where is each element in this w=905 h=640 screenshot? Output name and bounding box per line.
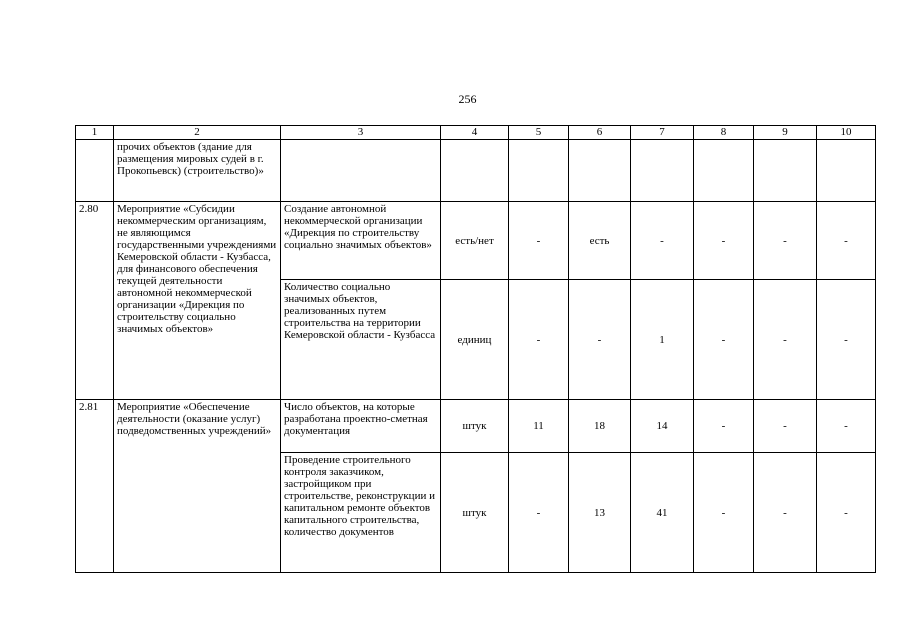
value-cell: - — [631, 202, 694, 280]
value-cell: 1 — [631, 280, 694, 400]
header-cell: 9 — [754, 126, 817, 140]
value-cell: - — [754, 453, 817, 573]
header-cell: 1 — [76, 126, 114, 140]
table-row — [76, 202, 876, 280]
value-cell: 13 — [569, 453, 631, 573]
value-cell: - — [509, 453, 569, 573]
value-cell — [569, 140, 631, 202]
value-cell: - — [754, 202, 817, 280]
header-row — [76, 126, 876, 140]
value-cell: - — [569, 280, 631, 400]
table-row — [76, 140, 876, 202]
value-cell: 14 — [631, 400, 694, 453]
unit-cell: единиц — [441, 280, 509, 400]
value-cell: - — [694, 453, 754, 573]
unit-cell: есть/нет — [441, 202, 509, 280]
indicator-cell: Проведение строительного контроля заказчиком, застройщиком при строительстве, реконструкции и капитальном ремонте объектов капитального строительства, количество документов — [281, 453, 441, 573]
header-cell: 3 — [281, 126, 441, 140]
value-cell: - — [817, 400, 876, 453]
header-cell: 10 — [817, 126, 876, 140]
header-cell: 7 — [631, 126, 694, 140]
measure-name-cell: Мероприятие «Обеспечение деятельности (оказание услуг) подведомственных учреждений» — [114, 400, 281, 573]
row-number-cell: 2.81 — [76, 400, 114, 573]
unit-cell: штук — [441, 400, 509, 453]
value-cell — [817, 140, 876, 202]
value-cell: - — [694, 400, 754, 453]
value-cell: - — [754, 280, 817, 400]
measure-name-cell: Мероприятие «Субсидии некоммерческим организациям, не являющимся государственными учреждениями Кемеровской области - Кузбасса, для финансового обеспечения текущей деятельности автономной некоммерческой организации «Дирекция по строительству социально значимых объектов» — [114, 202, 281, 400]
value-cell — [694, 140, 754, 202]
value-cell: - — [694, 280, 754, 400]
table-row — [76, 400, 876, 453]
header-cell: 2 — [114, 126, 281, 140]
value-cell: - — [817, 280, 876, 400]
value-cell: 11 — [509, 400, 569, 453]
header-cell: 5 — [509, 126, 569, 140]
value-cell: есть — [569, 202, 631, 280]
value-cell — [631, 140, 694, 202]
row-number-cell: 2.80 — [76, 202, 114, 400]
value-cell: 41 — [631, 453, 694, 573]
value-cell: - — [694, 202, 754, 280]
indicator-cell — [281, 140, 441, 202]
value-cell: 18 — [569, 400, 631, 453]
measure-name-cell: прочих объектов (здание для размещения мировых судей в г. Прокопьевск) (строительство)» — [114, 140, 281, 202]
header-cell: 4 — [441, 126, 509, 140]
data-table — [75, 125, 876, 573]
value-cell: - — [817, 453, 876, 573]
unit-cell: штук — [441, 453, 509, 573]
indicator-cell: Количество социально значимых объектов, реализованных путем строительства на территории Кемеровской области - Кузбасса — [281, 280, 441, 400]
value-cell: - — [754, 400, 817, 453]
value-cell — [509, 140, 569, 202]
row-number-cell — [76, 140, 114, 202]
value-cell: - — [509, 202, 569, 280]
unit-cell — [441, 140, 509, 202]
value-cell — [754, 140, 817, 202]
indicator-cell: Создание автономной некоммерческой организации «Дирекция по строительству социально значимых объектов» — [281, 202, 441, 280]
indicator-cell: Число объектов, на которые разработана проектно-сметная документация — [281, 400, 441, 453]
header-cell: 8 — [694, 126, 754, 140]
value-cell: - — [509, 280, 569, 400]
page-number: 256 — [458, 92, 477, 106]
value-cell: - — [817, 202, 876, 280]
header-cell: 6 — [569, 126, 631, 140]
